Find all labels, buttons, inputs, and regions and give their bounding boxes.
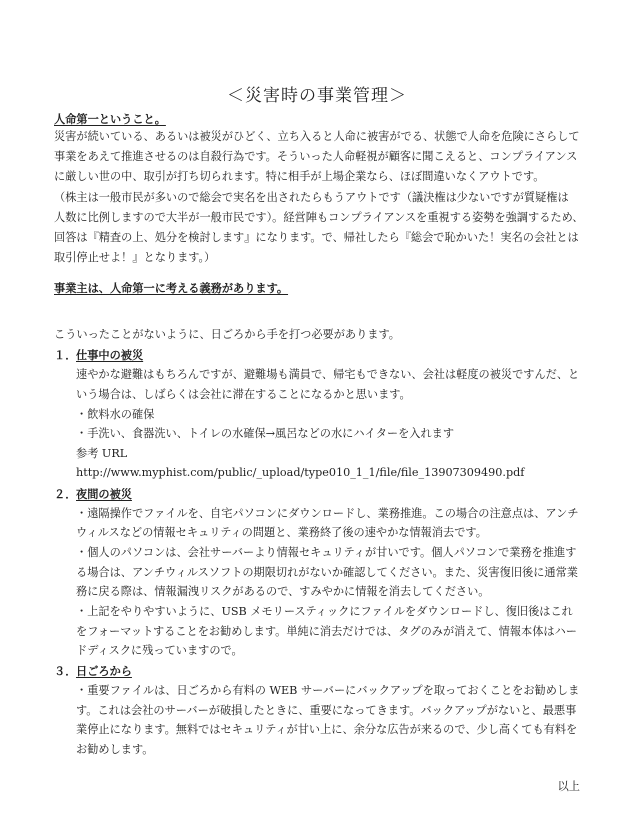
- closing-mark: 以上: [557, 780, 580, 793]
- conclusion-line: 事業主は、人命第一に考える義務があります。: [54, 281, 289, 295]
- paragraph-line: 人数に比例しますので大半が一般市民です）。経営陣もコンプライアンスを重視する姿勢を強調するため、: [54, 211, 584, 224]
- document-title: ＜災害時の事業管理＞: [227, 86, 407, 106]
- item-line: お勧めします。: [76, 743, 154, 756]
- item-line: ・遠隔操作でファイルを、自宅パソコンにダウンロードし、業務推進。この場合の注意点は、アンチ: [76, 507, 579, 520]
- item-number: ３．: [54, 664, 77, 678]
- item-heading: 仕事中の被災: [76, 348, 144, 362]
- item-line: 務に戻る際は、情報漏洩リスクがあるので、すみやかに情報を消去してください。: [76, 585, 490, 598]
- paragraph-line: 回答は『精査の上、処分を検討します』になります。で、帰社したら『総会で恥かいた！実名の会社とは: [54, 231, 579, 244]
- item-line: 参考 URL: [76, 447, 128, 460]
- item-line: ウィルスなどの情報セキュリティの問題と、業務終了後の速やかな情報消去です。: [76, 526, 487, 539]
- item-line: る場合は、アンチウィルスソフトの期限切れがないか確認してください。また、災害復旧後に通常業: [76, 566, 578, 579]
- paragraph-line: （株主は一般市民が多いので総会で実名を出されたらもうアウトです（議決権は少ないですが質疑権は: [54, 191, 569, 204]
- reference-url-link[interactable]: http://www.myphist.com/public/_upload/type010_1_1/file/file_13907309490.pdf: [76, 466, 525, 479]
- item-line: ・重要ファイルは、日ごろから有料の WEB サーバーにバックアップを取っておくことをお勧めしま: [76, 684, 580, 697]
- bullet-line: ・手洗い、食器洗い、トイレの水確保→風呂などの水にハイターを入れます: [76, 427, 455, 440]
- item-line: ドディスクに残っていますので。: [76, 644, 243, 657]
- paragraph-line: 災害が続いている、あるいは被災がひどく、立ち入ると人命に被害がでる、状態で人命を危険にさらして: [54, 130, 580, 143]
- item-number: １．: [54, 348, 77, 362]
- item-line: 速やかな避難はもちろんですが、避難場も満員で、帰宅もできない、会社は軽度の被災ですんだ、と: [76, 368, 580, 381]
- item-heading: 日ごろから: [76, 664, 132, 678]
- item-heading: 夜間の被災: [76, 487, 132, 501]
- paragraph-line: に厳しい世の中、取引が打ち切られます。特に相手が上場企業なら、ほぼ間違いなくアウトです。: [54, 170, 545, 183]
- paragraph-line: 取引停止せよ！』となります。）: [54, 251, 216, 264]
- item-line: いう場合は、しばらくは会社に滞在することになるかと思います。: [76, 388, 411, 401]
- item-line: 業停止になります。無料ではセキュリティが甘い上に、余分な広告が来るので、少し高くても有料を: [76, 723, 578, 736]
- item-line: す。これは会社のサーバーが破損したときに、重要になってきます。バックアップがないと、最悪事: [76, 704, 577, 717]
- item-line: ・個人のパソコンは、会社サーバーより情報セキュリティが甘いです。個人パソコンで業務を推進す: [76, 546, 577, 559]
- item-line: をフォーマットすることをお勧めします。単純に消去だけでは、タグのみが消えて、情報本体はハー: [76, 625, 577, 638]
- intro-line: こういったことがないように、日ごろから手を打つ必要があります。: [54, 328, 400, 341]
- bullet-line: ・飲料水の確保: [76, 408, 155, 421]
- item-line: ・上記をやりやすいように、USB メモリースティックにファイルをダウンロードし、復旧後はこれ: [76, 605, 573, 618]
- paragraph-line: 事業をあえて推進させるのは自殺行為です。そういった人命軽視が顧客に聞こえると、コンプライアンス: [54, 150, 578, 163]
- item-number: ２．: [54, 487, 77, 501]
- section-heading: 人命第一ということ。: [54, 112, 166, 126]
